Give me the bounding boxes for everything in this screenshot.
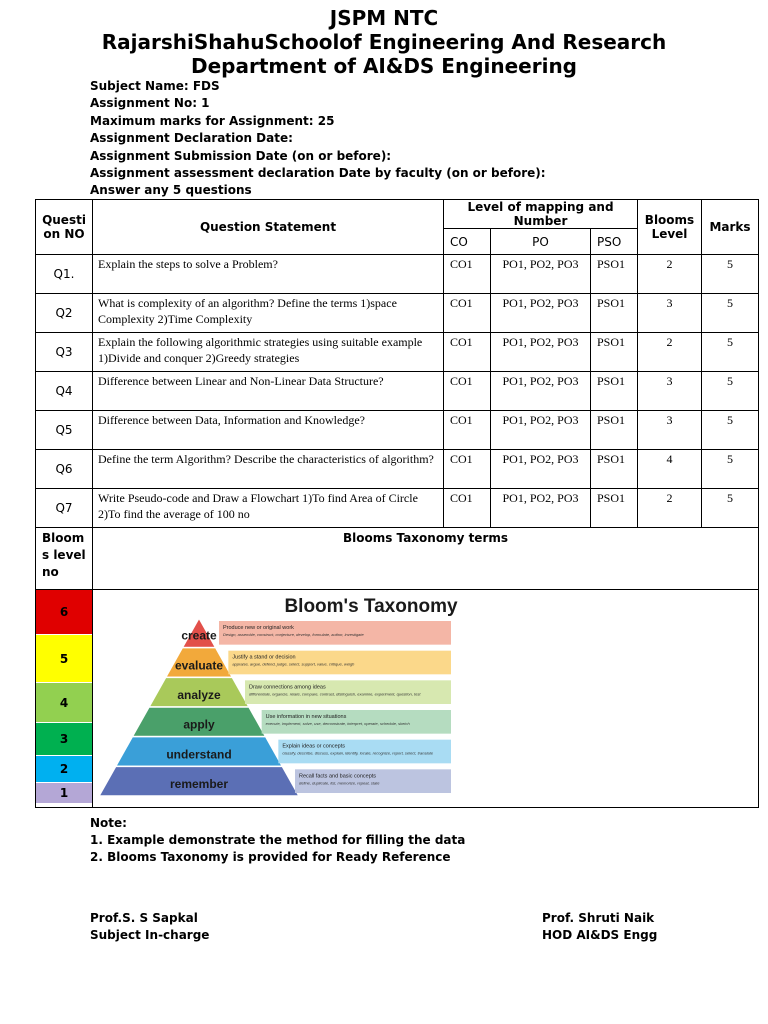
question-statement: Write Pseudo-code and Draw a Flowchart 1)To find Area of Circle 2)To find the average of 100 no [93,489,444,528]
question-statement: What is complexity of an algorithm? Define the terms 1)space Complexity 2)Time Complexity [93,294,444,333]
signature-left-name: Prof.S. S Sapkal [90,911,198,925]
assignment-meta [90,78,546,200]
bloom-level-2: 2 [36,756,92,783]
question-statement: Explain the following algorithmic strategies using suitable example 1)Divide and conquer 2)Greedy strategies [93,333,444,372]
question-statement: Difference between Data, Information and Knowledge? [93,411,444,450]
question-po: PO1, PO2, PO3 [491,489,591,528]
taxonomy-verbs-evaluate: appraise, argue, defend, judge, select, support, value, critique, weigh [232,661,355,667]
question-blooms-level: 3 [638,372,702,411]
meta-assessment-date: Assignment assessment declaration Date by faculty (on or before): [90,166,546,181]
note-line-2: 2. Blooms Taxonomy is provided for Ready Reference [90,850,451,864]
question-co: CO1 [444,372,491,411]
header-pso: PSO [591,229,638,255]
question-blooms-level: 2 [638,255,702,294]
taxonomy-verbs-understand: classify, describe, discuss, explain, identify, locate, recognize, report, select, translate [282,750,433,756]
question-po: PO1, PO2, PO3 [491,450,591,489]
signature-right-name: Prof. Shruti Naik [542,911,655,925]
taxonomy-desc-analyze: Draw connections among ideas [249,684,326,691]
question-row [36,372,759,411]
question-po: PO1, PO2, PO3 [491,333,591,372]
header-mapping: Level of mapping and Number [444,200,638,229]
question-co: CO1 [444,333,491,372]
question-marks: 5 [702,372,759,411]
bloom-level-1: 1 [36,783,92,803]
question-row [36,411,759,450]
header-blooms-level: Blooms Level [638,200,702,255]
question-po: PO1, PO2, PO3 [491,372,591,411]
pyramid-label-apply: apply [183,717,215,732]
taxonomy-desc-understand: Explain ideas or concepts [282,743,346,750]
question-statement: Explain the steps to solve a Problem? [93,255,444,294]
meta-submission-date: Assignment Submission Date (on or before): [90,148,392,163]
question-marks: 5 [702,450,759,489]
question-statement: Difference between Linear and Non-Linear Data Structure? [93,372,444,411]
question-no: Q7 [36,489,93,528]
question-co: CO1 [444,255,491,294]
taxonomy-desc-create: Produce new or original work [223,625,294,631]
bloom-level-5: 5 [36,635,92,683]
question-no: Q2 [36,294,93,333]
question-pso: PSO1 [591,333,638,372]
question-marks: 5 [702,333,759,372]
assignment-table [35,199,759,808]
note-title: Note: [90,816,127,830]
question-pso: PSO1 [591,372,638,411]
signature-subject-incharge [90,910,209,944]
question-marks: 5 [702,255,759,294]
question-pso: PSO1 [591,489,638,528]
question-co: CO1 [444,489,491,528]
bloom-level-3: 3 [36,723,92,756]
question-pso: PSO1 [591,411,638,450]
note-section [90,815,465,866]
question-marks: 5 [702,411,759,450]
question-no: Q5 [36,411,93,450]
question-no: Q4 [36,372,93,411]
department-name: Department of AI&DS Engineering [190,54,577,78]
question-no: Q1. [36,255,93,294]
header-marks: Marks [702,200,759,255]
taxonomy-verbs-create: Design, assemble, construct, conjecture, develop, formulate, author, investigate [223,632,364,637]
question-statement: Define the term Algorithm? Describe the characteristics of algorithm? [93,450,444,489]
header-question-statement: Question Statement [93,200,444,255]
question-row [36,255,759,294]
pyramid-label-evaluate: evaluate [174,658,224,673]
question-row [36,294,759,333]
question-row [36,333,759,372]
question-co: CO1 [444,450,491,489]
taxonomy-desc-apply: Use information in new situations [265,714,347,720]
taxonomy-title: Bloom's Taxonomy [284,596,458,617]
pyramid-label-analyze: analyze [177,688,221,702]
question-blooms-level: 2 [638,489,702,528]
header-question-no: Questi on NO [36,200,93,255]
question-no: Q6 [36,450,93,489]
institute-name: RajarshiShahuSchoolof Engineering And Research [101,30,667,54]
question-no: Q3 [36,333,93,372]
taxonomy-desc-remember: Recall facts and basic concepts [299,773,377,780]
taxonomy-verbs-apply: execute, implement, solve, use, demonstrate, interpret, operate, schedule, sketch [265,721,410,726]
question-po: PO1, PO2, PO3 [491,411,591,450]
question-pso: PSO1 [591,255,638,294]
bloom-level-4: 4 [36,683,92,723]
question-marks: 5 [702,294,759,333]
question-po: PO1, PO2, PO3 [491,294,591,333]
question-marks: 5 [702,489,759,528]
pyramid-label-create: create [181,628,217,643]
question-co: CO1 [444,294,491,333]
question-blooms-level: 4 [638,450,702,489]
meta-declaration-date: Assignment Declaration Date: [90,131,293,146]
header-po: PO [491,229,591,255]
question-blooms-level: 2 [638,333,702,372]
bloom-level-6: 6 [36,590,92,635]
question-pso: PSO1 [591,294,638,333]
question-row [36,489,759,528]
blooms-level-no-header: Bloom s level no [36,528,93,590]
question-co: CO1 [444,411,491,450]
blooms-level-column [36,590,93,808]
meta-subject: Subject Name: FDS [90,79,220,93]
question-po: PO1, PO2, PO3 [491,255,591,294]
meta-instruction: Answer any 5 questions [90,183,252,198]
question-blooms-level: 3 [638,294,702,333]
header-co: CO [444,229,491,255]
institute-short-name: JSPM NTC [329,6,439,30]
signature-hod [542,910,657,944]
question-pso: PSO1 [591,450,638,489]
pyramid-label-remember: remember [169,777,229,791]
meta-max-marks: Maximum marks for Assignment: 25 [90,113,335,128]
signature-right-role: HOD AI&DS Engg [542,928,658,942]
meta-assignment-no: Assignment No: 1 [90,96,210,111]
question-blooms-level: 3 [638,411,702,450]
taxonomy-verbs-analyze: differentiate, organize, relate, compare, contrast, distinguish, examine, experiment, question, test [249,691,421,697]
taxonomy-desc-evaluate: Justify a stand or decision [232,654,296,661]
signature-left-role: Subject In-charge [90,928,210,942]
taxonomy-verbs-remember: define, duplicate, list, memorize, repeat, state [299,780,380,786]
blooms-terms-header: Blooms Taxonomy terms [93,528,759,590]
note-line-1: 1. Example demonstrate the method for filling the data [90,833,466,847]
question-row [36,450,759,489]
pyramid-label-understand: understand [166,747,232,762]
blooms-taxonomy-image [99,592,459,806]
taxonomy-cell [93,590,759,808]
